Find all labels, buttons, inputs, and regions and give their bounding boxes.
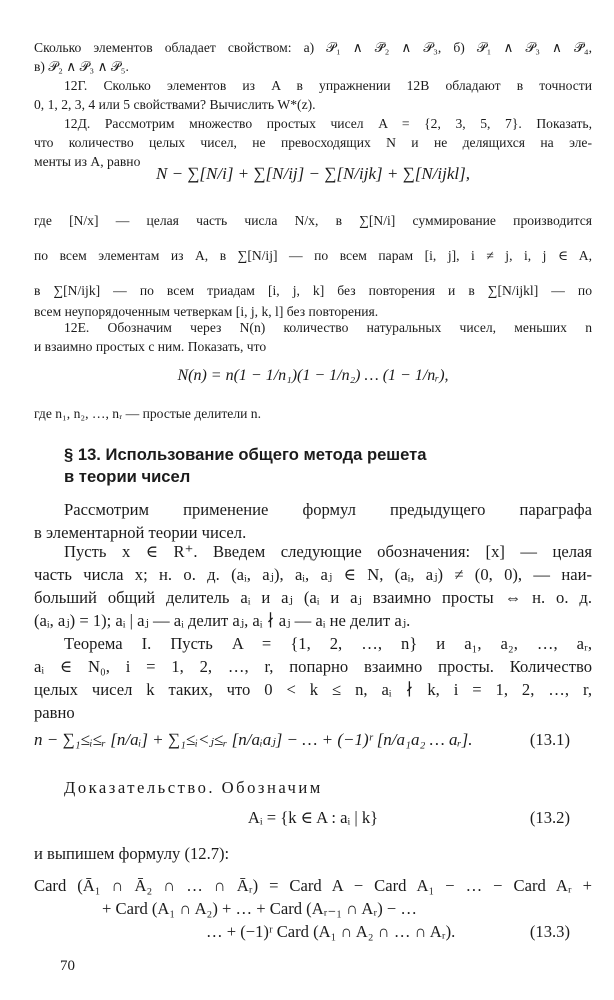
equation-number: (13.3) xyxy=(529,922,570,941)
text-line: (aᵢ, aⱼ) = 1); aᵢ | aⱼ — aᵢ делит aⱼ, aᵢ ∤ aⱼ — aᵢ не делит aⱼ. xyxy=(34,611,411,630)
equation-line: Card (Ā₁ ∩ Ā₂ ∩ … ∩ Āᵣ) = Card A − Card A₁ − … − Card Aᵣ + xyxy=(34,876,592,895)
notation-paragraph xyxy=(34,540,592,632)
text-line: часть числа x; н. о. д. (aᵢ, aⱼ), aᵢ, aⱼ ∈ N, (aᵢ, aⱼ) ≠ (0, 0), — наи- xyxy=(34,565,592,584)
exercise-12e xyxy=(34,318,592,356)
explanation-12d xyxy=(34,210,592,322)
text-line: Рассмотрим применение формул предыдущего параграфа xyxy=(64,500,592,519)
intro-paragraph xyxy=(34,498,592,544)
text-line: 12Е. Обозначим через N(n) количество натуральных чисел, меньших n xyxy=(64,320,592,335)
text-line: где [N/x] — целая часть числа N/x, в ∑[N/i] суммирование производится xyxy=(34,213,592,228)
equation-number: (13.1) xyxy=(529,730,570,749)
equation-line: + Card (A₁ ∩ A₂) + … + Card (Aᵣ₋₁ ∩ Aᵣ) − … xyxy=(102,899,417,918)
text-line: в элементарной теории чисел. xyxy=(34,523,247,542)
equation-line: … + (−1)ʳ Card (A₁ ∩ A₂ ∩ … ∩ Aᵣ). xyxy=(206,922,456,941)
text-line: равно xyxy=(34,703,75,722)
text-line: 12Д. Рассмотрим множество простых чисел A = {2, 3, 5, 7}. Показать, xyxy=(64,116,592,131)
section-title-line: в теории чисел xyxy=(64,467,191,486)
text-line: больший общий делитель aᵢ и aⱼ (aᵢ и aⱼ взаимно просты ⇔ н. о. д. xyxy=(34,588,592,607)
text-line: и взаимно простых с ним. Показать, что xyxy=(34,339,267,354)
exercise-12v-end xyxy=(34,38,592,76)
text-line: целых чисел k таких, что 0 < k ≤ n, aᵢ ∤ k, i = 1, 2, …, r, xyxy=(34,680,592,699)
text-line: Сколько элементов обладает свойством: а) 𝒫₁ ∧ 𝒫̄₂ ∧ 𝒫₃, б) 𝒫₁ ∧ 𝒫₃ ∧ 𝒫̄₄, xyxy=(34,40,592,55)
text-line: всем неупорядоченным четверкам [i, j, k, l] без повторения. xyxy=(34,304,379,319)
equation-12e: N(n) = n(1 − 1/n₁)(1 − 1/n₂) … (1 − 1/nᵣ), xyxy=(177,367,449,384)
equation-number: (13.2) xyxy=(529,808,570,827)
equation-body: n − ∑₁≤ᵢ≤ᵣ [n/aᵢ] + ∑₁≤ᵢ<ⱼ≤ᵣ [n/aᵢaⱼ] − … + (−1)ʳ [n/a₁a₂ … aᵣ]. xyxy=(34,730,473,749)
exercise-12e-end: где n₁, n₂, …, nᵣ — простые делители n. xyxy=(34,406,261,421)
equation-12d: N − ∑[N/i] + ∑[N/ij] − ∑[N/ijk] + ∑[N/ijkl], xyxy=(155,164,470,183)
theorem-1 xyxy=(34,632,592,724)
text-line: Теорема I. Пусть A = {1, 2, …, n} и a₁, a₂, …, aᵣ, xyxy=(64,634,592,653)
text-line: по всем элементам из A, в ∑[N/ij] — по всем парам [i, j], i ≠ j, i, j ∈ A, xyxy=(34,248,592,263)
text-line: 0, 1, 2, 3, 4 или 5 свойствами? Вычислить W*(z). xyxy=(34,97,316,112)
equation-13-1 xyxy=(34,728,592,751)
formula-intro: и выпишем формулу (12.7): xyxy=(34,844,230,863)
text-line: aᵢ ∈ N₀, i = 1, 2, …, r, попарно взаимно просты. Количество xyxy=(34,657,592,676)
exercise-12g xyxy=(34,76,592,114)
equation-13-3 xyxy=(34,874,592,943)
text-line: Пусть x ∈ R⁺. Введем следующие обозначения: [x] — целая xyxy=(64,542,592,561)
text-line: менты из A, равно xyxy=(34,154,141,169)
proof-start: Доказательство. Обозначим xyxy=(64,778,323,797)
page-number: 70 xyxy=(60,958,75,974)
equation-13-2 xyxy=(34,806,592,829)
text-line: в ∑[N/ijk] — по всем триадам [i, j, k] без повторения и в ∑[N/ijkl] — по xyxy=(34,283,592,298)
section-heading xyxy=(64,444,592,488)
equation-body: Aᵢ = {k ∈ A : aᵢ | k} xyxy=(247,808,379,827)
section-title-line: § 13. Использование общего метода решета xyxy=(64,445,427,464)
text-line: 12Г. Сколько элементов из A в упражнении 12В обладают в точности xyxy=(64,78,592,93)
text-line: что количество целых чисел, не превосходящих N и не делящихся на эле- xyxy=(34,135,592,150)
text-line: в) 𝒫₂ ∧ 𝒫₃ ∧ 𝒫₅. xyxy=(34,59,129,74)
